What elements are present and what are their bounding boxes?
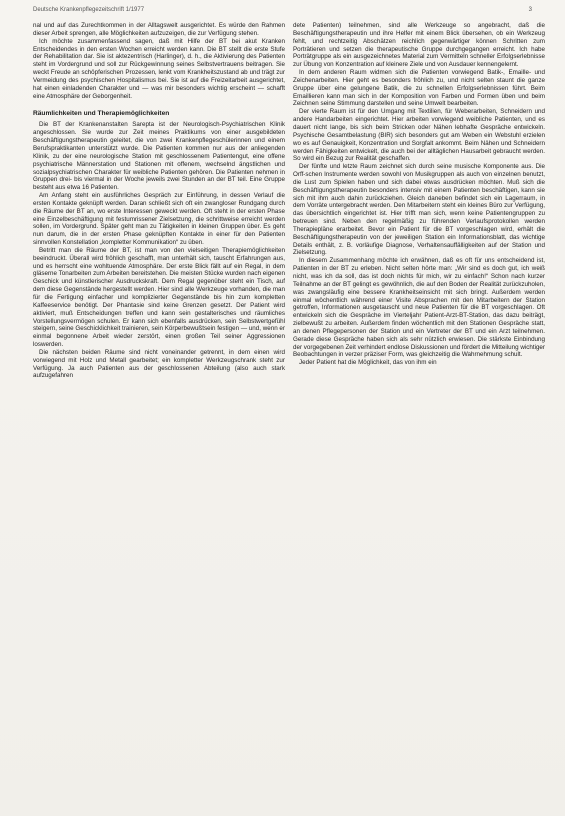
paragraph: Betritt man die Räume der BT, ist man von den vielseitigen Therapiemöglichkeiten beeindruckt. Überall wird fröhlich geschafft, man unterhält sich, tauscht Erfahrungen aus, und es herrscht eine wohltuende Atmosphäre. Der erste Blick fällt auf ein Regal, in dem gläserne Tonarbeiten zum Arbeiten bereitstehen. Die meisten Stücke wurden nach eigenen Geschick und künstlerischer Ausdruckskraft. Dem Regal gegenüber steht ein Tisch, auf dem diese Gegenstände hergestellt werden. Hier sind alle Werkzeuge vorhanden, die man für die Fertigung einfacher und komplizierter Gegenstände bis hin zum kompletten Kaffeeservice benötigt. Der Phantasie sind keine Grenzen gesetzt. Der Patient wird aktiviert, muß Entscheidungen treffen und kann sein gestalterisches und räumliches Vorstellungsvermögen schulen. Er kann sich ebenfalls ausdrücken, sein Selbstwertgefühl steigern, seine Geschicklichkeit trainieren, sein Körperbewußtsein festigen — und, wenn er einmal begonnene Arbeit wieder zerstört, einen großen Teil seiner Aggressionen loswerden. — [33, 246, 285, 349]
paragraph: dete Patienten) teilnehmen, sind alle Werkzeuge so angebracht, daß die Beschäftigungstherapeutin und ihre Helfer mit einem Blick übersehen, ob ein Werkzeug fehlt, und rechtzeitig Abschätzen reichlich gegenwärtiger können Schritten zum Porträtieren und setzen die therapeutische Gruppe durchgegangen erreicht. Ich habe Porträtgruppe als ein ausgezeichnetes Material zum Vermitteln schneller Erfolgserlebnisse zur Übung von Konzentration auf kleinere Ziele und von Ausdauer kennengelernt. — [293, 22, 545, 69]
paragraph: Der vierte Raum ist für den Umgang mit Textilien, für Weberarbeiten, Schneidern und andere Handarbeiten eingerichtet. Hier arbeiten vorwiegend weibliche Patienten, und es dauert nicht lange, bis sich beim Stricken oder Nähen lebhafte Gespräche entwickeln. Psychische Gesamtbelastung (BIR) sich besonders gut am Weben ein Webstuhl erzielen wo es auf Genauigkeit, Konzentration und Sorgfalt ankommt. Beim Nähen und Schneidern werden Fähigkeiten entwickelt, die auch bei der alltäglichen Hausarbeit gebraucht werden. So wird ein Bezug zur Realität geschaffen. — [293, 108, 545, 163]
page-number: 3 — [528, 7, 532, 13]
paragraph: Die BT der Krankenanstalten Sarepta ist der Neurologisch-Psychiatrischen Klinik angeschlossen. Sie wurde zur Zeit meines Praktikums von einer ausgebildeten Beschäftigungstherapeutin geleitet, die von zwei Krankenpflegeschülerinnen und einem Berufspraktikanten unterstützt wurde. Die Patienten kommen nur aus der anliegenden Klinik, zu der eine neurologische Station mit geschlossenem Patientengut, eine offene psychiatrische Männerstation und Stationen mit offenem, wechselnd ängstlichen und sozialpsychiatrischen Charakter für weibliche Patienten gehören. Die Patienten nehmen in Gruppen drei- bis viermal in der Woche jeweils zwei Stunden an der BT teil. Eine Gruppe besteht aus etwa 16 Patienten. — [33, 121, 285, 192]
left-column — [33, 22, 285, 808]
right-column — [293, 22, 545, 808]
running-header — [33, 7, 532, 13]
paragraph: Die nächsten beiden Räume sind nicht voneinander getrennt, in dem einen wird vorwiegend mit Holz und Metall gearbeitet; ein kompletter Werkzeugschrank steht zur Verfügung. Ja auch Patienten aus der geschlossenen Abteilung (also auch stark aufzugefahren — [33, 348, 285, 380]
paragraph: Der fünfte und letzte Raum zeichnet sich durch seine musische Komponente aus. Die Orff-schen Instrumente werden sowohl von Musikgruppen als auch von einzelnen benutzt, die Lust zum Spielen haben und sich dabei etwas ausdrücken möchten. Muß sich die Beschäftigungstherapeutin besonders intensiv mit einem Patienten beschäftigen, kann sie sich mit ihm auch dahin zurückziehen. Gleich daneben befindet sich ein Lagerraum, in dem Vorräte untergebracht werden. Den Mitarbeitern steht ein kleines Büro zur Verfügung, das übersichtlich eingerichtet ist. Hier trifft man sich, wenn keine Patientengruppen zu betreuen sind. Neben den regelmäßig zu führenden Verlaufsprotokollen werden Therapiepläne erarbeitet. Bevor ein Patient für die BT vorgeschlagen wird, erhält die Beschäftigungstherapeutin von der jeweiligen Station ein Informationsblatt, das wichtige Details enthält, z. B. vorläufige Diagnose, Verhaltensauffälligkeiten auf der Station und Zielsetzung. — [293, 163, 545, 257]
journal-title: Deutsche Krankenpflegezeitschrift 1/1977 — [33, 7, 145, 13]
paragraph: nal und auf das Zurechtkommen in der Alltagswelt ausgerichtet. Es würde den Rahmen dieser Arbeit sprengen, alle Möglichkeiten aufzuzeigen, die zur Verfügung stehen. — [33, 22, 285, 37]
paragraph: Ich möchte zusammenfassend sagen, daß mit Hilfe der BT bei akut Kranken Entscheidendes in den ersten Wochen erreicht werden kann. Die BT stellt die erste Stufe der Rehabilitation dar. Sie ist aktezentrisch (Harlinger), d. h., die Aktivierung des Patienten steht im Vordergrund und soll zur Rückgewinnung seines Selbstvertrauens beitragen. Sie weckt Freude an schöpferischen Prozessen, lenkt vom Krankheitszustand ab und trägt zur Vermeidung des psychischen Hospitalismus bei. Sie ist auf die Freizeitarbeit ausgerichtet, hat einen einladenden Charakter und — was mir besonders wichtig erscheint — schafft eine Atmosphäre der Geborgenheit. — [33, 37, 285, 100]
paragraph: Jeder Patient hat die Möglichkeit, das von ihm ein — [299, 359, 437, 367]
paragraph: Am Anfang steht ein ausführliches Gespräch zur Einführung, in dessen Verlauf die ersten Kontakte geknüpft werden. Daran schließt sich oft ein zwangloser Rundgang durch die Räume der BT an, wo erste Interessen geweckt werden. Oft steht in der ersten Phase eine Einzelbeschäftigung mit festumrissener Zielsetzung, die schrittweise erreicht werden sollen, im Vordergrund. Später geht man zu Tätigkeiten in kleinen Gruppen über. Es geht nun darum, die in der ersten Phase geknüpften Kontakte in einer für den Patienten sinnvollen Konstellation „kompletter Kommunikation“ zu üben. — [33, 192, 285, 247]
paragraph: In dem anderen Raum widmen sich die Patienten vorwiegend Batik-, Emaille- und Zeichenarbeiten. Hier geht es besonders fröhlich zu, und nicht selten staunt die ganze Gruppe über eine gelungene Batik, die zu schnellen Erfolgserlebnissen führt. Beim Emaillieren kann man sich in der Komposition von Farben und Formen üben und beim Zeichnen seine Stimmung darstellen und seine Umwelt bearbeiten. — [293, 69, 545, 108]
section-heading: Räumlichkeiten und Therapiemöglichkeiten — [33, 110, 170, 118]
paragraph: In diesem Zusammenhang möchte ich erwähnen, daß es oft für uns entscheidend ist, Patienten in der BT zu erleben. Nicht selten hörte man: „Wir sind es doch gut, ich weiß nicht, was ich da soll, das ist doch nichts für mich, wir zu einfach!“ Schon nach kurzer Teilnahme an der BT gelingt es gewöhnlich, die auf den Boden der Realität zurückzuholen, was zwangsläufig eine bessere Krankheitseinsicht mit sich bringt. Außerdem werden einmal wöchentlich während einer Visite Absprachen mit den Mitarbeitern der Station getroffen, Informationen ausgetauscht und neue Patienten für die BT vorgeschlagen. Oft entwickeln sich die Gespräche im Vierteljahr Patient-Arzt-BT-Station, das dazu beiträgt, zielbewußt zu arbeiten. Außerdem finden wöchentlich mit den Stationen Gespräche statt, an denen Pflegepersonen der Station und ein Vertreter der BT und ein Arzt teilnehmen. Gerade diese Gespräche haben sich als sehr nützlich erwiesen. Die stärkste Einbindung der vorgegebenen Zeit verhindert endlose Diskussionen und fördert die Mitteilung wichtiger Beobachtungen in verzer präziser Form, was gleichzeitig die Wahrnehmung schult. — [293, 257, 545, 359]
